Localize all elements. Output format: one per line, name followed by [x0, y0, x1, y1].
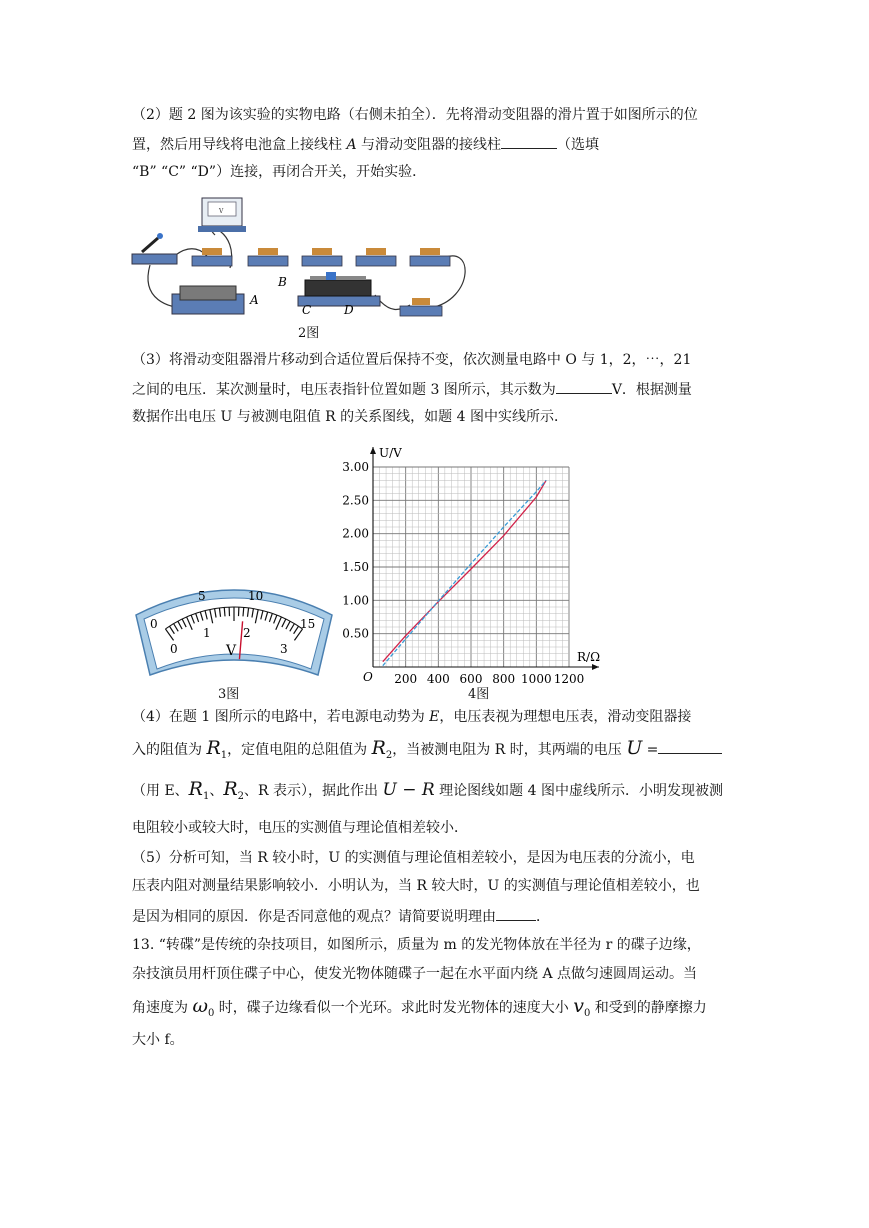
- outer-scale-15: 15: [300, 617, 316, 631]
- y-axis-arrow: [370, 447, 376, 454]
- figure-4-caption: 4图: [468, 687, 490, 702]
- x-axis-label: R/Ω: [577, 650, 601, 664]
- q13-line-4: 大小 f。: [132, 1032, 184, 1048]
- q4-line-3: （用 E、$R_1$、$R_2$、R 表示），据此作出 U − R 理论图线如题 4 图中虚线所示．小明发现被测: [132, 778, 723, 802]
- dial-unit: V: [226, 643, 237, 659]
- q4-line-4: 电阻较小或较大时，电压的实测值与理论值相差较小．: [132, 820, 468, 836]
- dial-tick: [243, 607, 244, 616]
- q5-line-1: （5）分析可知，当 R 较小时，U 的实测值与理论值相差较小，是因为电压表的分流小，电: [132, 850, 695, 866]
- outer-scale-10: 10: [248, 589, 264, 603]
- x-axis-arrow: [592, 664, 599, 670]
- outer-scale-5: 5: [198, 589, 206, 603]
- x-tick-label: 400: [426, 672, 450, 686]
- terminal-label-D: D: [344, 303, 354, 317]
- outer-scale-0: 0: [150, 617, 158, 631]
- q2-line-1: （2）题 2 图为该实验的实物电路（右侧未拍全）．先将滑动变阻器的滑片置于如图所示的位: [132, 107, 698, 123]
- q2-line-2: 置，然后用导线将电池盒上接线柱 A 与滑动变阻器的接线柱 （选填: [132, 134, 599, 155]
- figure-3-voltmeter: [128, 575, 340, 685]
- q5-line-3: 是因为相同的原因．你是否同意他的观点？请简要说明理由 ．: [132, 906, 550, 927]
- q13-line-3: 角速度为 $\omega_0$ 时，碟子边缘看似一个光环。求此时发光物体的速度大小 $v_0$ 和受到的静摩擦力: [132, 995, 707, 1019]
- x-tick-label: 600: [459, 672, 483, 686]
- q5-line-2: 压表内阻对测量结果影响较小．小明认为，当 R 较大时，U 的实测值与理论值相差较小，也: [132, 878, 700, 894]
- figure-4-chart: [340, 440, 620, 686]
- voltmeter-letter: V: [219, 208, 224, 215]
- y-axis-label: U/V: [379, 446, 402, 460]
- q2-answer-blank[interactable]: [501, 134, 557, 149]
- y-tick-label: 1.00: [342, 593, 369, 608]
- q2-line-3: “B” “C” “D”）连接，再闭合开关，开始实验．: [132, 164, 427, 180]
- y-tick-label: 1.50: [342, 560, 369, 574]
- terminal-label-C: C: [302, 303, 312, 317]
- terminal-label-A: A: [250, 293, 259, 307]
- x-tick-label: 200: [394, 672, 418, 686]
- x-tick-label: 1000: [521, 672, 552, 686]
- q4-answer-blank[interactable]: [658, 739, 722, 754]
- q13-line-1: 13. “转碟”是传统的杂技项目，如图所示，质量为 m 的发光物体放在半径为 r 的碟子边缘，: [132, 937, 701, 953]
- x-tick-label: 800: [492, 672, 516, 686]
- figure-3-caption: 3图: [218, 687, 240, 702]
- y-tick-label: 2.00: [342, 526, 369, 541]
- inner-scale-0: 0: [170, 642, 178, 656]
- chart-grid: [373, 467, 569, 667]
- terminal-label-B: B: [278, 275, 287, 289]
- y-tick-label: 0.50: [342, 626, 369, 641]
- inner-scale-1: 1: [203, 626, 211, 640]
- q4-line-1: （4）在题 1 图所示的电路中，若电源电动势为 E，电压表视为理想电压表，滑动变阻器接: [132, 709, 692, 725]
- dial-tick: [224, 607, 225, 616]
- y-tick-label: 3.00: [342, 460, 369, 474]
- q13-line-2: 杂技演员用杆顶住碟子中心，使发光物体随碟子一起在水平面内绕 A 点做匀速圆周运动。当: [132, 966, 698, 982]
- figure-2-caption: 2图: [298, 326, 320, 341]
- x-tick-label: 1200: [553, 672, 585, 686]
- inner-scale-3: 3: [280, 642, 288, 656]
- q3-line-1: （3）将滑动变阻器滑片移动到合适位置后保持不变，依次测量电路中 O 与 1，2，⋯，21: [132, 352, 692, 368]
- figure-2-circuit: [130, 190, 475, 320]
- y-tick-label: 2.50: [342, 493, 369, 508]
- q5-answer-blank[interactable]: [496, 906, 536, 921]
- q4-line-2: 入的阻值为 $R_1$，定值电阻的总阻值为 $R_2$，当被测电阻为 R 时，其两端的电压 U =: [132, 738, 722, 766]
- q3-answer-blank[interactable]: [556, 379, 612, 394]
- origin-label: O: [363, 670, 373, 684]
- q3-line-2: 之间的电压．某次测量时，电压表指针位置如题 3 图所示，其示数为 V．根据测量: [132, 379, 692, 400]
- q3-line-3: 数据作出电压 U 与被测电阻值 R 的关系图线，如题 4 图中实线所示．: [132, 409, 568, 425]
- inner-scale-2: 2: [243, 626, 251, 640]
